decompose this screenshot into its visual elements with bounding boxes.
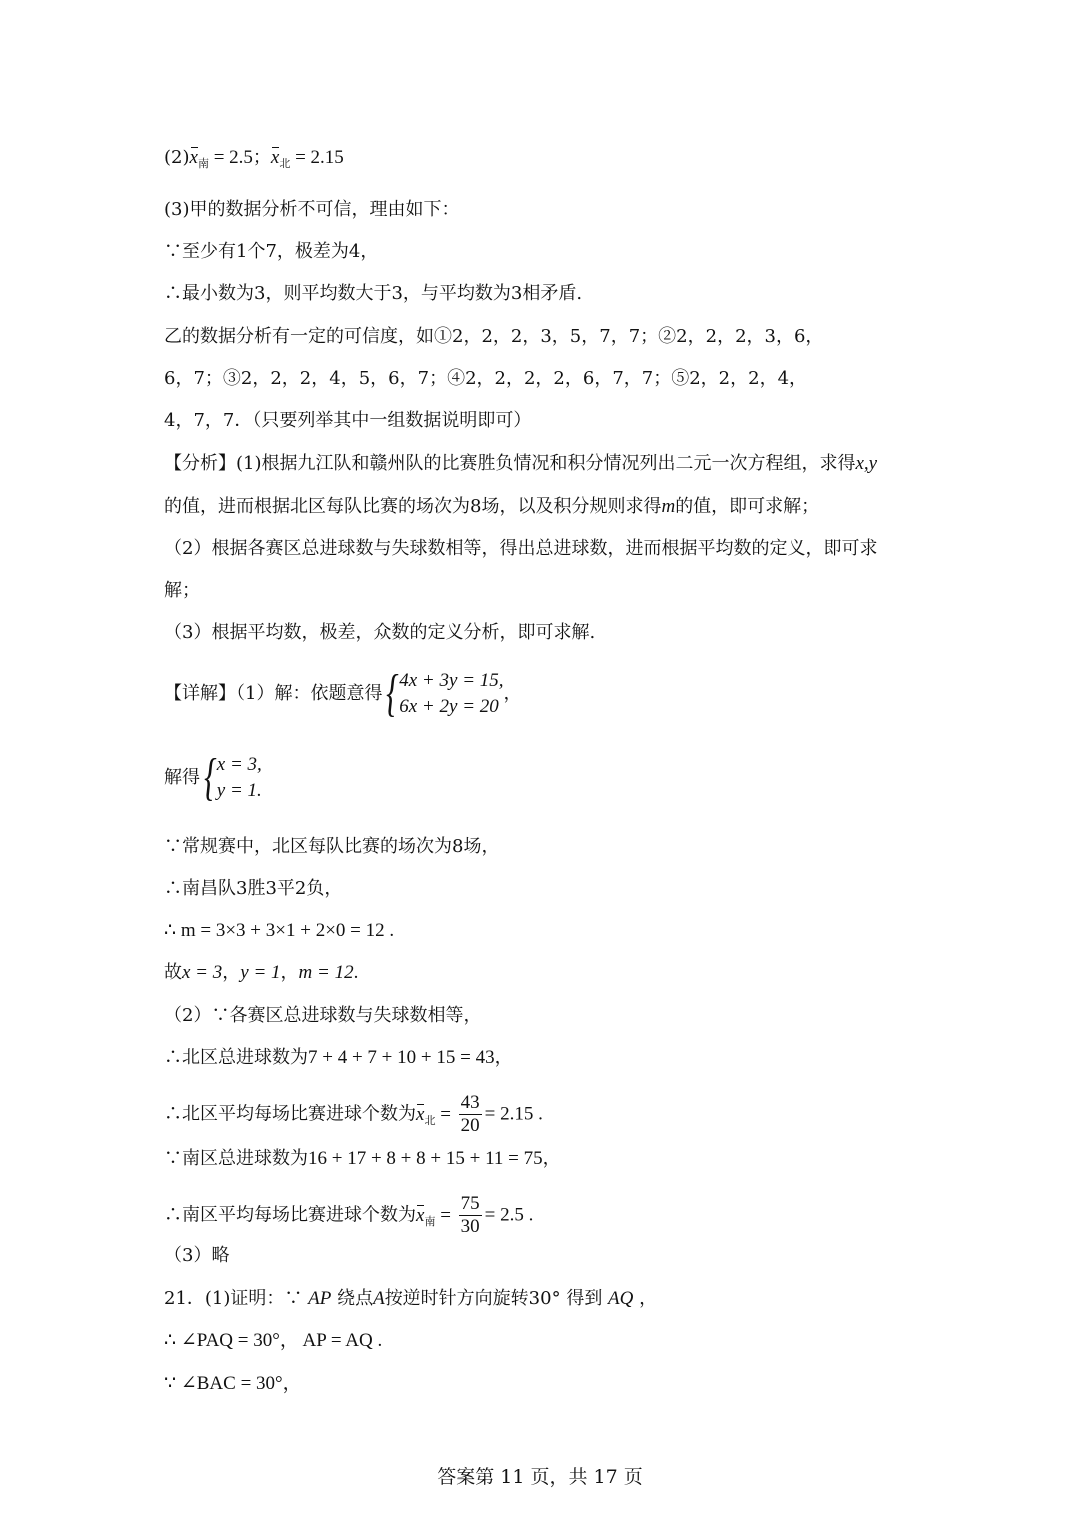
line-part2-because: （2）∵各赛区总进球数与失球数相等， bbox=[164, 1005, 482, 1026]
line-angle-bac: ∵ ∠BAC = 30°， bbox=[164, 1373, 302, 1394]
line-averages: $(2)x_南 = 2.5$；$x_北 = 2.15$ bbox=[164, 144, 344, 178]
equation-system: { 4x + 3y = 15, 6x + 2y = 20 bbox=[386, 665, 504, 722]
line-nanchang-record: ∴南昌队3胜3平2负， bbox=[164, 878, 343, 899]
line-analysis-2: 的值，进而根据北区每队比赛的场次为8场，以及积分规则求得m的值，即可求解； bbox=[164, 496, 820, 517]
mean-south: $x_南 = 2.5$ bbox=[190, 147, 253, 168]
page-footer: 答案第 11 页，共 17 页 bbox=[437, 1466, 643, 1488]
line-part3-omitted: （3）略 bbox=[164, 1245, 230, 1266]
line-regular-season: ∵常规赛中，北区每队比赛的场次为8场， bbox=[164, 836, 500, 857]
line-solution-system: 解得 { x = 3, y = 1. bbox=[164, 749, 262, 806]
line-analysis-4: 解； bbox=[164, 580, 200, 601]
line-north-average: ∴北区平均每场比赛进球个数为$x_北$ = $\frac{43}{20}$ = 2.15 . bbox=[164, 1092, 543, 1136]
line-q21-proof: 21．(1)证明：∵ AP 绕点A按逆时针方向旋转30° 得到 AQ ， bbox=[164, 1288, 658, 1309]
line-yi-examples-3: 4，7，7．（只要列举其中一组数据说明即可） bbox=[164, 410, 532, 431]
line-south-total: ∵南区总进球数为16 + 17 + 8 + 8 + 15 + 11 = 75， bbox=[164, 1148, 561, 1169]
line-min-contradiction: ∴最小数为3，则平均数大于3，与平均数为3相矛盾. bbox=[164, 283, 583, 304]
line-part3-intro: (3)甲的数据分析不可信，理由如下： bbox=[164, 199, 460, 220]
fraction-north: $\frac{43}{20}$ bbox=[460, 1092, 480, 1136]
line-m-calc: ∴ m = 3×3 + 3×1 + 2×0 = 12 . bbox=[164, 920, 395, 941]
fraction-south: $\frac{75}{30}$ bbox=[460, 1193, 480, 1237]
line-because-range: ∵至少有1个7，极差为4， bbox=[164, 241, 379, 262]
line-angle-paq: ∴ ∠PAQ = 30°， AP = AQ . bbox=[164, 1330, 383, 1351]
mean-north: $x_北 = 2.15$ bbox=[271, 147, 344, 168]
solution-system: { x = 3, y = 1. bbox=[204, 749, 262, 806]
line-detail-system: 【详解】（1）解：依题意得 { 4x + 3y = 15, 6x + 2y = 20 ， bbox=[164, 665, 522, 722]
line-analysis-1: 【分析】(1)根据九江队和赣州队的比赛胜负情况和积分情况列出二元一次方程组，求得x,y bbox=[164, 453, 878, 474]
line-yi-examples-2: 6，7；③2，2，2，4，5，6，7；④2，2，2，2，6，7，7；⑤2，2，2，4， bbox=[164, 368, 808, 389]
line-analysis-5: （3）根据平均数，极差，众数的定义分析，即可求解. bbox=[164, 622, 596, 643]
line-north-total: ∴北区总进球数为7 + 4 + 7 + 10 + 15 = 43， bbox=[164, 1047, 513, 1068]
line-yi-examples-1: 乙的数据分析有一定的可信度，如①2，2，2，3，5，7，7；②2，2，2，3，6， bbox=[164, 326, 824, 347]
line-analysis-3: （2）根据各赛区总进球数与失球数相等，得出总进球数，进而根据平均数的定义，即可求 bbox=[164, 538, 878, 559]
line-conclusion: 故x = 3，y = 1，m = 12. bbox=[164, 962, 359, 983]
line-south-average: ∴南区平均每场比赛进球个数为$x_南$ = $\frac{75}{30}$ = 2.5 . bbox=[164, 1193, 534, 1237]
